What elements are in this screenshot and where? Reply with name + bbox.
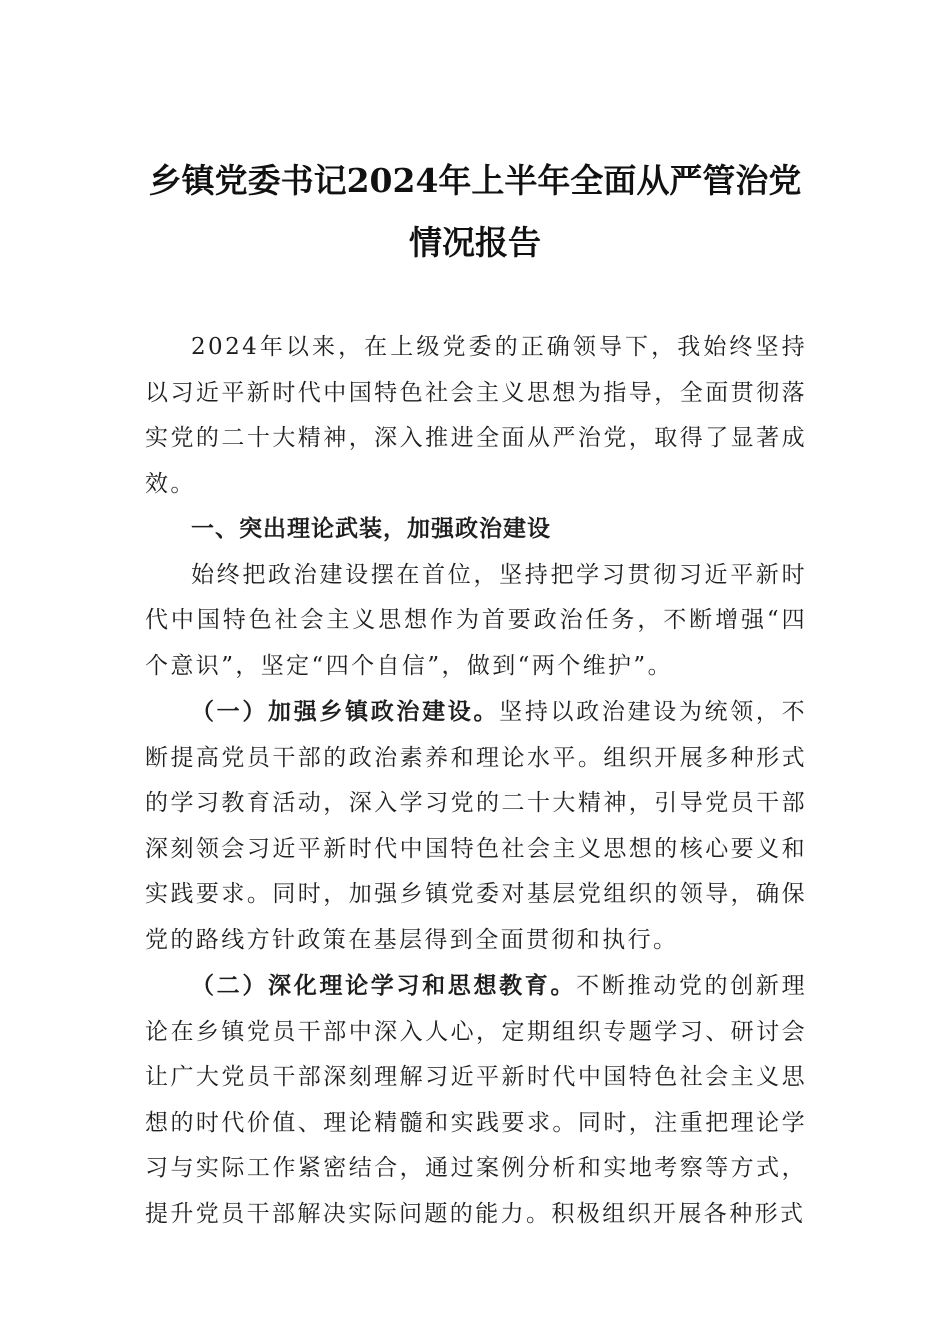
item-text: 坚持以政治建设为统领，不断提高党员干部的政治素养和理论水平。组织开展多种形式的学习教育活动，深入学习党的二十大精神，引导党员干部深刻领会习近平新时代中国特色社会主义思想的核心要义和实践要求。同时，加强乡镇党委对基层党组织的领导，确保党的路线方针政策在基层得到全面贯彻和执行。 [145,699,807,953]
list-item [145,689,807,963]
document-body [145,325,807,1237]
item-lead: （一）加强乡镇政治建设。 [191,698,500,725]
section-paragraph: 始终把政治建设摆在首位，坚持把学习贯彻习近平新时代中国特色社会主义思想作为首要政治任务，不断增强“四个意识”，坚定“四个自信”，做到“两个维护”。 [145,561,807,679]
page-title: 乡镇党委书记2024年上半年全面从严管治党情况报告 [148,161,802,262]
intro-paragraph: 2024年以来，在上级党委的正确领导下，我始终坚持以习近平新时代中国特色社会主义思想为指导，全面贯彻落实党的二十大精神，深入推进全面从严治党，取得了显著成效。 [145,334,807,497]
item-lead: （二）深化理论学习和思想教育。 [191,972,577,999]
item-text: 不断推动党的创新理论在乡镇党员干部中深入人心，定期组织专题学习、研讨会让广大党员干部深刻理解习近平新时代中国特色社会主义思想的时代价值、理论精髓和实践要求。同时，注重把理论学习与实际工作紧密结合，通过案例分析和实地考察等方式，提升党员干部解决实际问题的能力。积极组织开展各种形式 [145,973,807,1227]
section-heading: 一、突出理论武装，加强政治建设 [191,516,551,542]
list-item [145,963,807,1237]
